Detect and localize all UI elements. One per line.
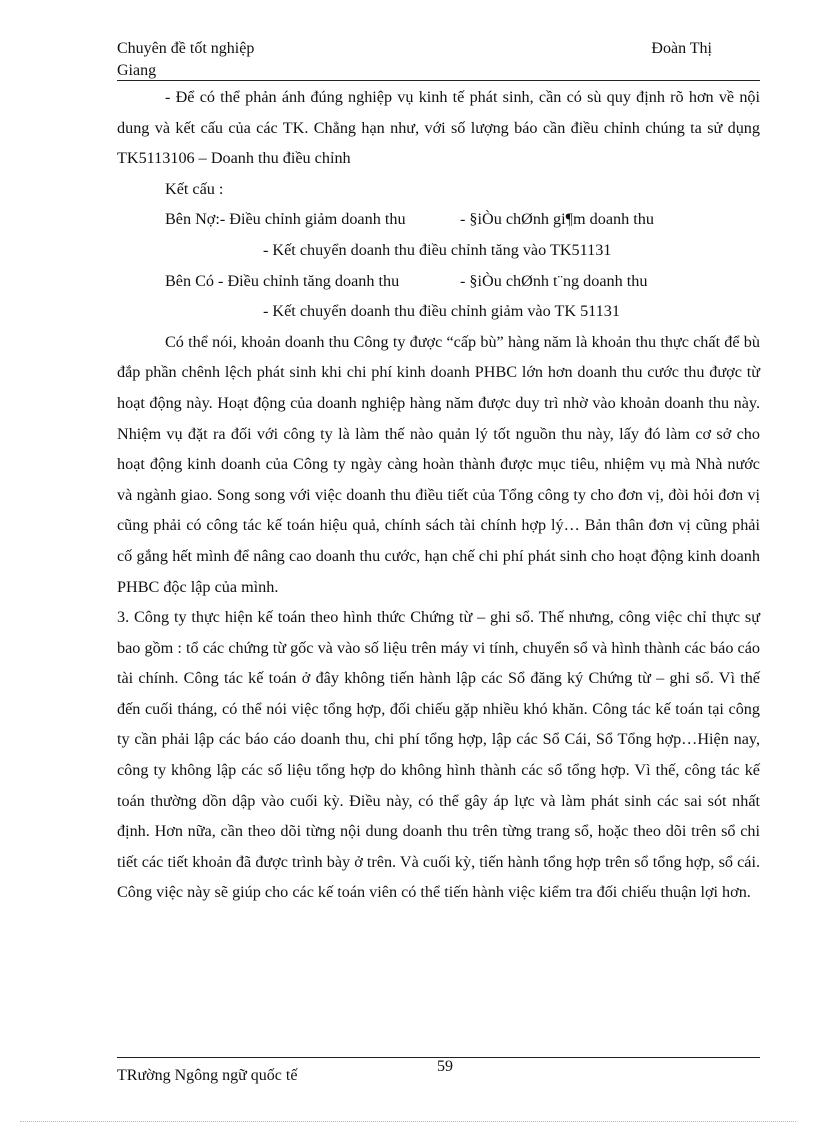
- paragraph-account-structure: - Để có thể phản ánh đúng nghiệp vụ kinh tế phát sinh, cần có sù quy định rõ hơn về nội dung và kết cấu của các TK. Chẳng hạn như, với số lượng báo cần điều chỉnh chúng ta sử dụng TK5113106 – Doanh thu điều chỉnh: [117, 88, 760, 168]
- header-author-continued: Giang: [117, 62, 157, 79]
- credit-transfer: - Kết chuyển doanh thu điều chỉnh giảm vào TK 51131: [263, 302, 620, 321]
- debit-label: Bên Nợ:- Điều chỉnh giảm doanh thu: [165, 210, 406, 229]
- header-rule: [117, 80, 760, 81]
- page-body: [117, 82, 760, 908]
- credit-row: [117, 266, 760, 297]
- header-title: Chuyên đề tốt nghiệp: [117, 40, 255, 57]
- page-header: [117, 38, 760, 82]
- page-number: 59: [437, 1058, 453, 1075]
- footer-school: TRường Ngông ngữ quốc tế: [117, 1067, 298, 1084]
- header-author: Đoàn Thị: [651, 40, 712, 57]
- credit-garbled: - §iÒu chØnh t¨ng doanh thu: [460, 271, 648, 290]
- debit-transfer: - Kết chuyển doanh thu điều chỉnh tăng vào TK51131: [263, 240, 612, 259]
- paragraph-accounting-form: 3. Công ty thực hiện kế toán theo hình thức Chứng từ – ghi sổ. Thế nhưng, công việc chỉ thực sự bao gồm : tổ các chứng từ gốc và vào số liệu trên máy vi tính, chuyển sổ và hình thành các báo cáo tài chính. Công tác kế toán ở đây không tiến hành lập các Sổ đăng ký Chứng từ – ghi sổ. Vì thế đến cuối tháng, có thể nói việc tổng hợp, đối chiếu gặp nhiều khó khăn. Công tác kế toán tại công ty cần phải lập các báo cáo doanh thu, chi phí tổng hợp, lập các Sổ Cái, Sổ Tổng hợp…Hiện nay, công ty không lập các số liệu tổng hợp do không hình thành các sổ tổng hợp. Vì thế, công tác kế toán thường dồn dập vào cuối kỳ. Điều này, có thể gây áp lực và làm phát sinh các sai sót nhất định. Hơn nữa, cần theo dõi từng nội dung doanh thu trên từng trang sổ, hoặc theo dõi trên sổ chi tiết các tiết khoản đã được trình bày ở trên. Và cuối kỳ, tiến hành tổng hợp trên sổ tổng hợp, sổ cái. Công việc này sẽ giúp cho các kế toán viên có thể tiến hành việc kiểm tra đối chiếu thuận lợi hơn.: [117, 608, 760, 902]
- paragraph-structure-label: Kết cấu :: [165, 179, 224, 198]
- credit-label: Bên Có - Điều chỉnh tăng doanh thu: [165, 271, 400, 290]
- paragraph-subsidy: Có thể nói, khoản doanh thu Công ty được “cấp bù” hàng năm là khoản thu thực chất để bù đắp phần chênh lệch phát sinh khi chi phí kinh doanh PHBC lớn hơn doanh thu cước thu được từ hoạt động này. Hoạt động của doanh nghiệp hàng năm được duy trì nhờ vào khoản doanh thu này. Nhiệm vụ đặt ra đối với công ty là làm thế nào quản lý tốt nguồn thu này, lấy đó làm cơ sở cho hoạt động kinh doanh của Công ty ngày càng hoàn thành được mục tiêu, nhiệm vụ mà Nhà nước và ngành giao. Song song với việc doanh thu điều tiết của Tổng công ty cho đơn vị, đòi hỏi đơn vị cũng phải có công tác kế toán hiệu quả, chính sách tài chính hợp lý… Bản thân đơn vị cũng phải cố gắng hết mình để nâng cao doanh thu cước, hạn chế chi phí phát sinh cho hoạt động kinh doanh PHBC độc lập của mình.: [117, 332, 760, 596]
- debit-garbled: - §iÒu chØnh gi¶m doanh thu: [460, 210, 654, 229]
- page-edge-divider: [20, 1121, 796, 1122]
- debit-row: [117, 204, 760, 235]
